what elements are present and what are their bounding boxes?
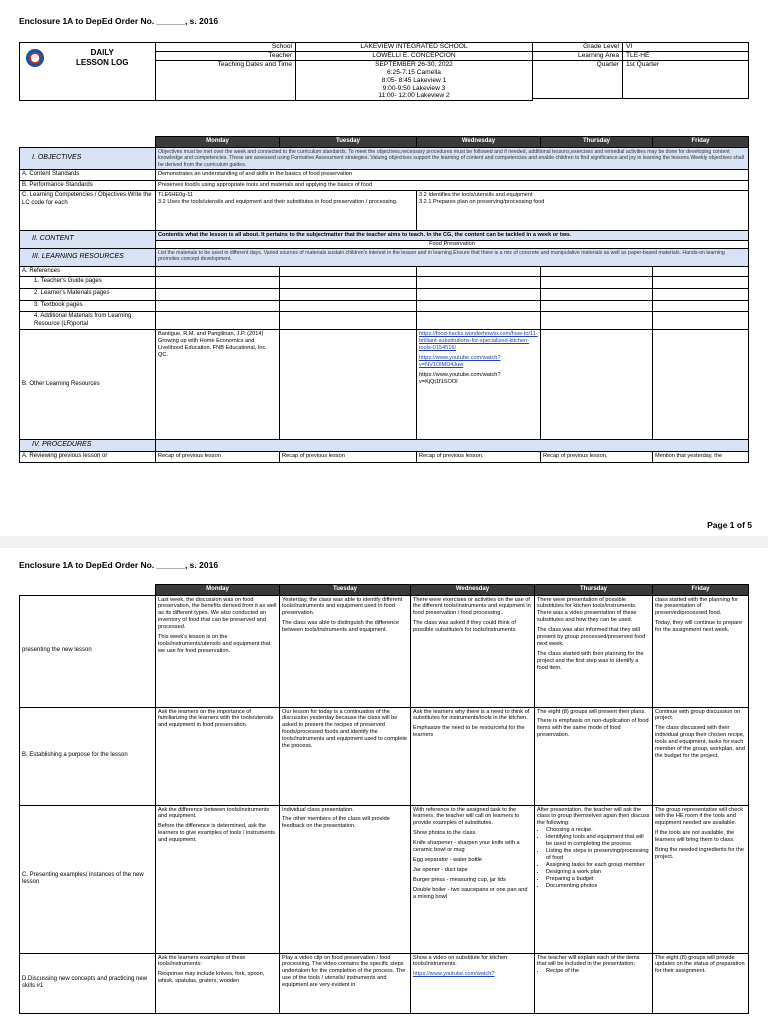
lesson-table-page1	[19, 136, 749, 463]
dll-title	[76, 47, 128, 70]
present-tuesday-p2: The class was able to distinguish the difference between tools/instruments and equipment.	[282, 620, 400, 634]
examples-friday	[653, 805, 749, 953]
teacher-label: Teacher	[156, 51, 296, 60]
present-monday	[156, 595, 280, 707]
examples-thursday	[535, 805, 653, 953]
other-resources-monday: Bantigue, R.M. and Pangilinan, J.P. (2014) Growing up with Home Economics and Livelihood Education. FNB Educational, Inc. QC.	[156, 330, 280, 440]
page-2	[0, 548, 768, 1024]
examples-friday-p3: Bring the needed ingredients for the project.	[655, 847, 744, 861]
competencies-right	[417, 191, 749, 231]
resources-label: III. LEARNING RESOURCES	[20, 248, 156, 266]
teachers-guide-label: 1. Teacher's Guide pages	[20, 277, 156, 289]
list-item: • Choosing a recipe.	[546, 827, 650, 834]
purpose-friday	[653, 707, 749, 805]
examples-monday	[156, 805, 280, 953]
review-thursday: Recap of previous lesson.	[541, 452, 653, 463]
content-label: II. CONTENT	[20, 231, 156, 249]
dll-title-cell	[20, 43, 156, 101]
day-header-thursday: Thursday	[541, 137, 653, 148]
procedures-label: IV. PROCEDURES	[20, 440, 156, 452]
youtube-link-3[interactable]: https://www.youtube.com/watch?	[413, 971, 495, 978]
list-item: • Documenting photos	[546, 883, 650, 890]
present-wednesday-p2: The class was asked if they could think of possible substitute/s for tools/instruments.	[413, 620, 517, 634]
substitute-jar-opener: Jar opener - duct tape	[413, 867, 468, 874]
present-thursday-p3: The class started with their planning for the project and the first step was to identify a food item.	[537, 651, 644, 672]
discuss-thursday-p1: The teacher will explain each of the items that will be included in the presentation:	[537, 954, 640, 968]
content-text: Contentis what the lesson is all about. It pertains to the subjectmatter that the teacher aims to teach. In the CG, the content can be tackled in a week or two.	[156, 231, 748, 241]
content-topic: Food Preservation	[156, 241, 748, 248]
purpose-wednesday-p2: Emphasize the need to be resourceful for the learners	[413, 725, 525, 739]
discuss-wednesday	[411, 953, 535, 1013]
date-line: 8:05- 8:45 Lakeview 1	[381, 76, 447, 84]
references-label: A. References	[20, 266, 156, 277]
discuss-monday-p1: Ask the learners examples of these tools/instruments:	[158, 954, 246, 968]
purpose-wednesday-p1: Ask the learners why there is a need to think of substitutes for instruments/tools in the kitchen.	[413, 708, 530, 722]
content-standards-value: Demonstrates an understanding of and skills in the basics of food preservation	[156, 170, 749, 181]
youtube-link-1[interactable]: https://www.youtube.com/watch?v=NV1OlMD4Juw	[419, 355, 501, 369]
enclosure-title: Enclosure 1A to DepEd Order No. ______, s. 2016	[19, 560, 219, 570]
substitute-knife-sharpener: Knife sharpener - sharpen your knife with a ceramic bowl or mug	[413, 840, 520, 854]
other-resources-label: B. Other Learning Resources	[20, 330, 156, 440]
discussing-concepts-label: D.Discussing new concepts and practicing new skills #1	[20, 953, 156, 1013]
page-gap	[0, 536, 768, 548]
day-header-friday: Friday	[653, 585, 749, 596]
enclosure-title: Enclosure 1A to DepEd Order No. ______, s. 2016	[19, 16, 219, 26]
list-item: • Preparing a budget	[546, 876, 650, 883]
purpose-thursday-p1: The eight (8) groups will present their plans.	[537, 708, 646, 715]
performance-standards-label: B. Performance Standards	[20, 180, 156, 191]
competency-3-2-uses: 3.2 Uses the tools/utensils and equipment and their substitutes in food preservation / processing.	[158, 198, 398, 205]
area-value: TLE-HE	[623, 51, 749, 60]
purpose-monday: Ask the learners on the importance of familiarizing the learners with the tools/utensils and equipment in food preservation.	[156, 707, 280, 805]
examples-friday-p2: If the tools are not available, the learners will bring them to class.	[655, 830, 735, 844]
date-line: 11:00- 12:00 Lakeview 2	[378, 92, 450, 100]
present-wednesday-p1: There were exercises or activities on the use of the different tools/instruments and equipment in food preservation / food processing..	[413, 596, 531, 617]
purpose-wednesday	[411, 707, 535, 805]
grade-label: Grade Level	[533, 43, 623, 52]
establishing-purpose-label: B. Establishing a purpose for the lesson	[20, 707, 156, 805]
textbook-pages-label: 3. Textbook pages	[20, 301, 156, 312]
day-header-tuesday: Tuesday	[280, 137, 417, 148]
review-monday: Recap of previous lesson	[156, 452, 280, 463]
dll-title-line2: LESSON LOG	[76, 57, 129, 67]
lr-portal-label: 4. Additional Materials from Learning Resource (LR)portal	[20, 312, 156, 330]
dates-value	[296, 60, 533, 101]
substitute-burger-press: Burger press - measuring cup, jar lids	[413, 877, 506, 884]
examples-thursday-list	[537, 827, 650, 890]
examples-wednesday	[411, 805, 535, 953]
present-tuesday	[280, 595, 411, 707]
quarter-label: Quarter	[533, 60, 623, 98]
examples-tuesday	[280, 805, 411, 953]
present-thursday-p1: There were presentation of possible substitutes for kitchen tools/instruments. There was a video presentation of these substitutes and how they can be used.	[537, 596, 637, 624]
day-header-wednesday: Wednesday	[411, 585, 535, 596]
day-header-monday: Monday	[156, 137, 280, 148]
examples-wednesday-p2: Show photos to the class.	[413, 830, 477, 837]
list-item: • Identifying tools and equipment that will be used in completing the process	[546, 834, 650, 848]
present-friday-p1: class started with the planning for the presentation of preserved/processed food.	[655, 596, 739, 617]
discuss-thursday	[535, 953, 653, 1013]
grade-value: VI	[623, 43, 749, 52]
objectives-text: Objectives must be met over the week and connected to the curriculum standards. To meet the objectives,necessary procedures must be followed and if needed, additional lessons,exercises and remedial activities may be done for developing content knowledge and competencies. These are assessed using Formative Assessment strategies. Valuing objectives support the learning of content and competencies and enable children to find significance and joy in learning the lessons.Weekly objectives shall be derived from the curriculum guides.	[156, 147, 749, 170]
dll-header-table	[19, 42, 749, 101]
purpose-thursday-p2: There is emphasis on non-duplication of food items with the same mode of food preservation.	[537, 718, 649, 739]
present-monday-p1: Last week, the discussion was on food preservation, the benefits derived from it as well as its different types. We also conducted an inventory of food that can be preserved and processed.	[158, 596, 277, 631]
present-wednesday	[411, 595, 535, 707]
presenting-new-lesson-label: presenting the new lesson	[20, 595, 156, 707]
resources-text: List the materials to be used in different days. Varied sources of materials sustain children's interest in the lesson and in learning.Ensure that there is a mix of concrete and manipulative materials as well as paper-based materials. Hands-on learning promotes concept development.	[156, 248, 749, 266]
present-thursday	[535, 595, 653, 707]
page-number: Page 1 of 5	[707, 520, 752, 530]
discuss-monday	[156, 953, 280, 1013]
reviewing-label: A. Reviewing previous lesson or	[20, 452, 156, 463]
examples-thursday-intro: After presentation, the teacher will ask the class to group themselves again then discuss the following:	[537, 806, 650, 827]
purpose-tuesday: Our lesson for today is a continuation of the discussion yesterday because the class will be asked to present the recipes of preserved foods/processed foods and identify the tools/instruments and equipment used to complete the process.	[280, 707, 411, 805]
performance-standards-value: Preserves food/s using appropriate tools and materials and applying the basics of food	[156, 180, 749, 191]
lesson-table-page2	[19, 584, 749, 1014]
examples-monday-p2: Before the difference is determined, ask the learners to give examples of tools / instruments and equipment.	[158, 823, 275, 844]
quarter-value: 1st Quarter	[623, 60, 749, 98]
dll-title-line1: DAILY	[90, 48, 114, 57]
discuss-wednesday-p1: Show a video on substitute for kitchen tools/instruments.	[413, 954, 508, 968]
date-line: 6:25-7:15 Camella	[387, 68, 441, 76]
discuss-monday-p2: Response may include knives, fork, spoon, whisk, spatulas, graters, wooden	[158, 971, 265, 985]
deped-seal-icon	[26, 49, 44, 67]
content-standards-label: A. Content Standards	[20, 170, 156, 181]
competencies-label: C. Learning Competencies / Objectives Write the LC code for each	[20, 191, 156, 231]
dates-label: Teaching Dates and Time	[156, 60, 296, 101]
review-wednesday: Recap of previous lesson.	[417, 452, 541, 463]
present-monday-p2: This week's lesson is on the tools/instruments/utensils and equipment that we use for food preservation.	[158, 634, 271, 655]
present-tuesday-p1: Yesterday, the class was able to identify different tools/instruments and equipment used in food preservation.	[282, 596, 403, 617]
day-header-thursday: Thursday	[535, 585, 653, 596]
date-line: SEPTEMBER 26-30, 2022	[375, 60, 453, 68]
present-friday-p2: Today, they will continue to prepare for the assignment next week.	[655, 620, 743, 634]
other-resources-wednesday	[417, 330, 541, 440]
competency-3-2-1-prepares: 3.2.1 Prepares plan on preserving/processing food	[419, 198, 545, 205]
list-item: • Listing the steps in preserving/processing of food	[546, 848, 650, 862]
competency-3-2-identifies: 3.2 Identifies the tools/utensils and equipment	[419, 192, 533, 198]
learners-materials-label: 2. Learner's Materials pages	[20, 289, 156, 301]
present-friday	[653, 595, 749, 707]
purpose-friday-p1: Continue with group discussion on project.	[655, 708, 741, 722]
discuss-friday: The eight (8) groups will provide updates on the status of preparation for their assignment.	[653, 953, 749, 1013]
area-label: Learning Area	[533, 51, 623, 60]
list-item: • Assigning tasks for each group member	[546, 862, 650, 869]
substitute-double-boiler: Double boiler - two saucepans or one pan and a mixing bowl	[413, 887, 528, 901]
purpose-thursday	[535, 707, 653, 805]
examples-monday-p1: Ask the difference between tools/instruments and equipment.	[158, 806, 270, 820]
competency-code: TLE6HE0g-11	[158, 192, 194, 198]
day-header-wednesday: Wednesday	[417, 137, 541, 148]
day-header-friday: Friday	[653, 137, 749, 148]
day-header-monday: Monday	[156, 585, 280, 596]
school-label: School	[156, 43, 296, 52]
review-tuesday: Recap of previous lesson	[280, 452, 417, 463]
food-hacks-link[interactable]: https://food-hacks.wonderhowto.com/how-to/11-brilliant-substitutions-for-specialized-kitchen-tools-0154516/	[419, 331, 538, 352]
present-thursday-p2: The class was also informed that they will present by group processed/preserved food next week.	[537, 627, 646, 648]
examples-tuesday-p2: The other members of the class will provide feedback on the presentation.	[282, 816, 390, 830]
teacher-value: LOWELLI E. CONCEPCION	[296, 51, 533, 60]
list-item: • Designing a work plan	[546, 869, 650, 876]
date-line: 9:00-9:50 Lakeview 3	[382, 84, 446, 92]
review-friday: Mention that yesterday, the	[653, 452, 749, 463]
presenting-examples-label: C. Presenting examples/ instances of the new lesson	[20, 805, 156, 953]
content-cell	[156, 231, 749, 249]
competencies-left	[156, 191, 417, 231]
school-value: LAKEVIEW INTEGRATED SCHOOL	[296, 43, 533, 52]
examples-wednesday-p1: With reference to the assigned task to the learners, the teacher will call on learners to provide examples of substitutes.	[413, 806, 520, 827]
list-item: • Recipe of the	[546, 968, 650, 975]
substitute-egg-separator: Egg separator - water bottle	[413, 857, 483, 864]
purpose-friday-p2: The class discussed with their individual group their chosen recipe, tools and equipment, tasks for each member of the group, workplan, and the budget for the project.	[655, 725, 745, 760]
youtube-link-2[interactable]: https://www.youtube.com/watch?v=KjQt1f1SOOI	[419, 372, 501, 386]
discuss-tuesday: Play a video clip on food preservation / food processing. The video contains the specific steps undertaken for the completion of the process. The use of the tools / utensils/ instruments and equipment are very evident in	[280, 953, 411, 1013]
examples-tuesday-p1: Individual class presentation.	[282, 806, 354, 813]
day-header-tuesday: Tuesday	[280, 585, 411, 596]
examples-friday-p1: The group representative will check with the HE room if the tools and equipment needed are available.	[655, 806, 743, 827]
objectives-label: I. OBJECTIVES	[20, 147, 156, 170]
